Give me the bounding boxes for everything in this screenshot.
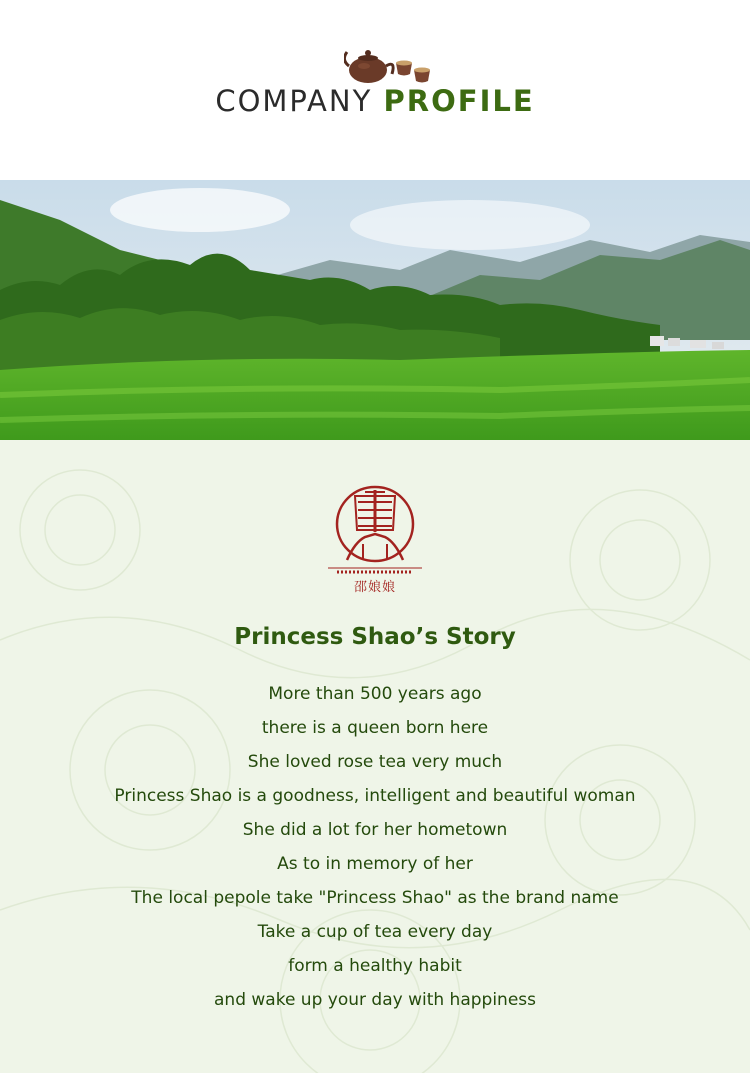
story-text [0, 680, 750, 1020]
title-word-profile: PROFILE [383, 84, 535, 118]
story-line: She loved rose tea very much [247, 752, 503, 772]
story-line: Take a cup of tea every day [257, 922, 493, 942]
title-word-company: COMPANY [215, 84, 373, 118]
hero-landscape-image [0, 180, 750, 440]
story-line: and wake up your day with happiness [214, 990, 536, 1010]
brand-chinese-name: 邵娘娘 [353, 580, 396, 595]
story-line: The local pepole take "Princess Shao" as the brand name [131, 888, 619, 908]
story-line: She did a lot for her hometown [242, 820, 508, 840]
story-line: there is a queen born here [261, 718, 489, 738]
story-section [0, 440, 750, 1073]
story-line: More than 500 years ago [268, 684, 482, 704]
company-profile-title [0, 82, 750, 120]
story-line: As to in memory of her [277, 854, 473, 874]
story-line: form a healthy habit [288, 956, 462, 976]
story-line: Princess Shao is a goodness, intelligent and beautiful woman [114, 786, 636, 806]
story-title: Princess Shao’s Story [234, 624, 516, 650]
header [0, 0, 750, 180]
